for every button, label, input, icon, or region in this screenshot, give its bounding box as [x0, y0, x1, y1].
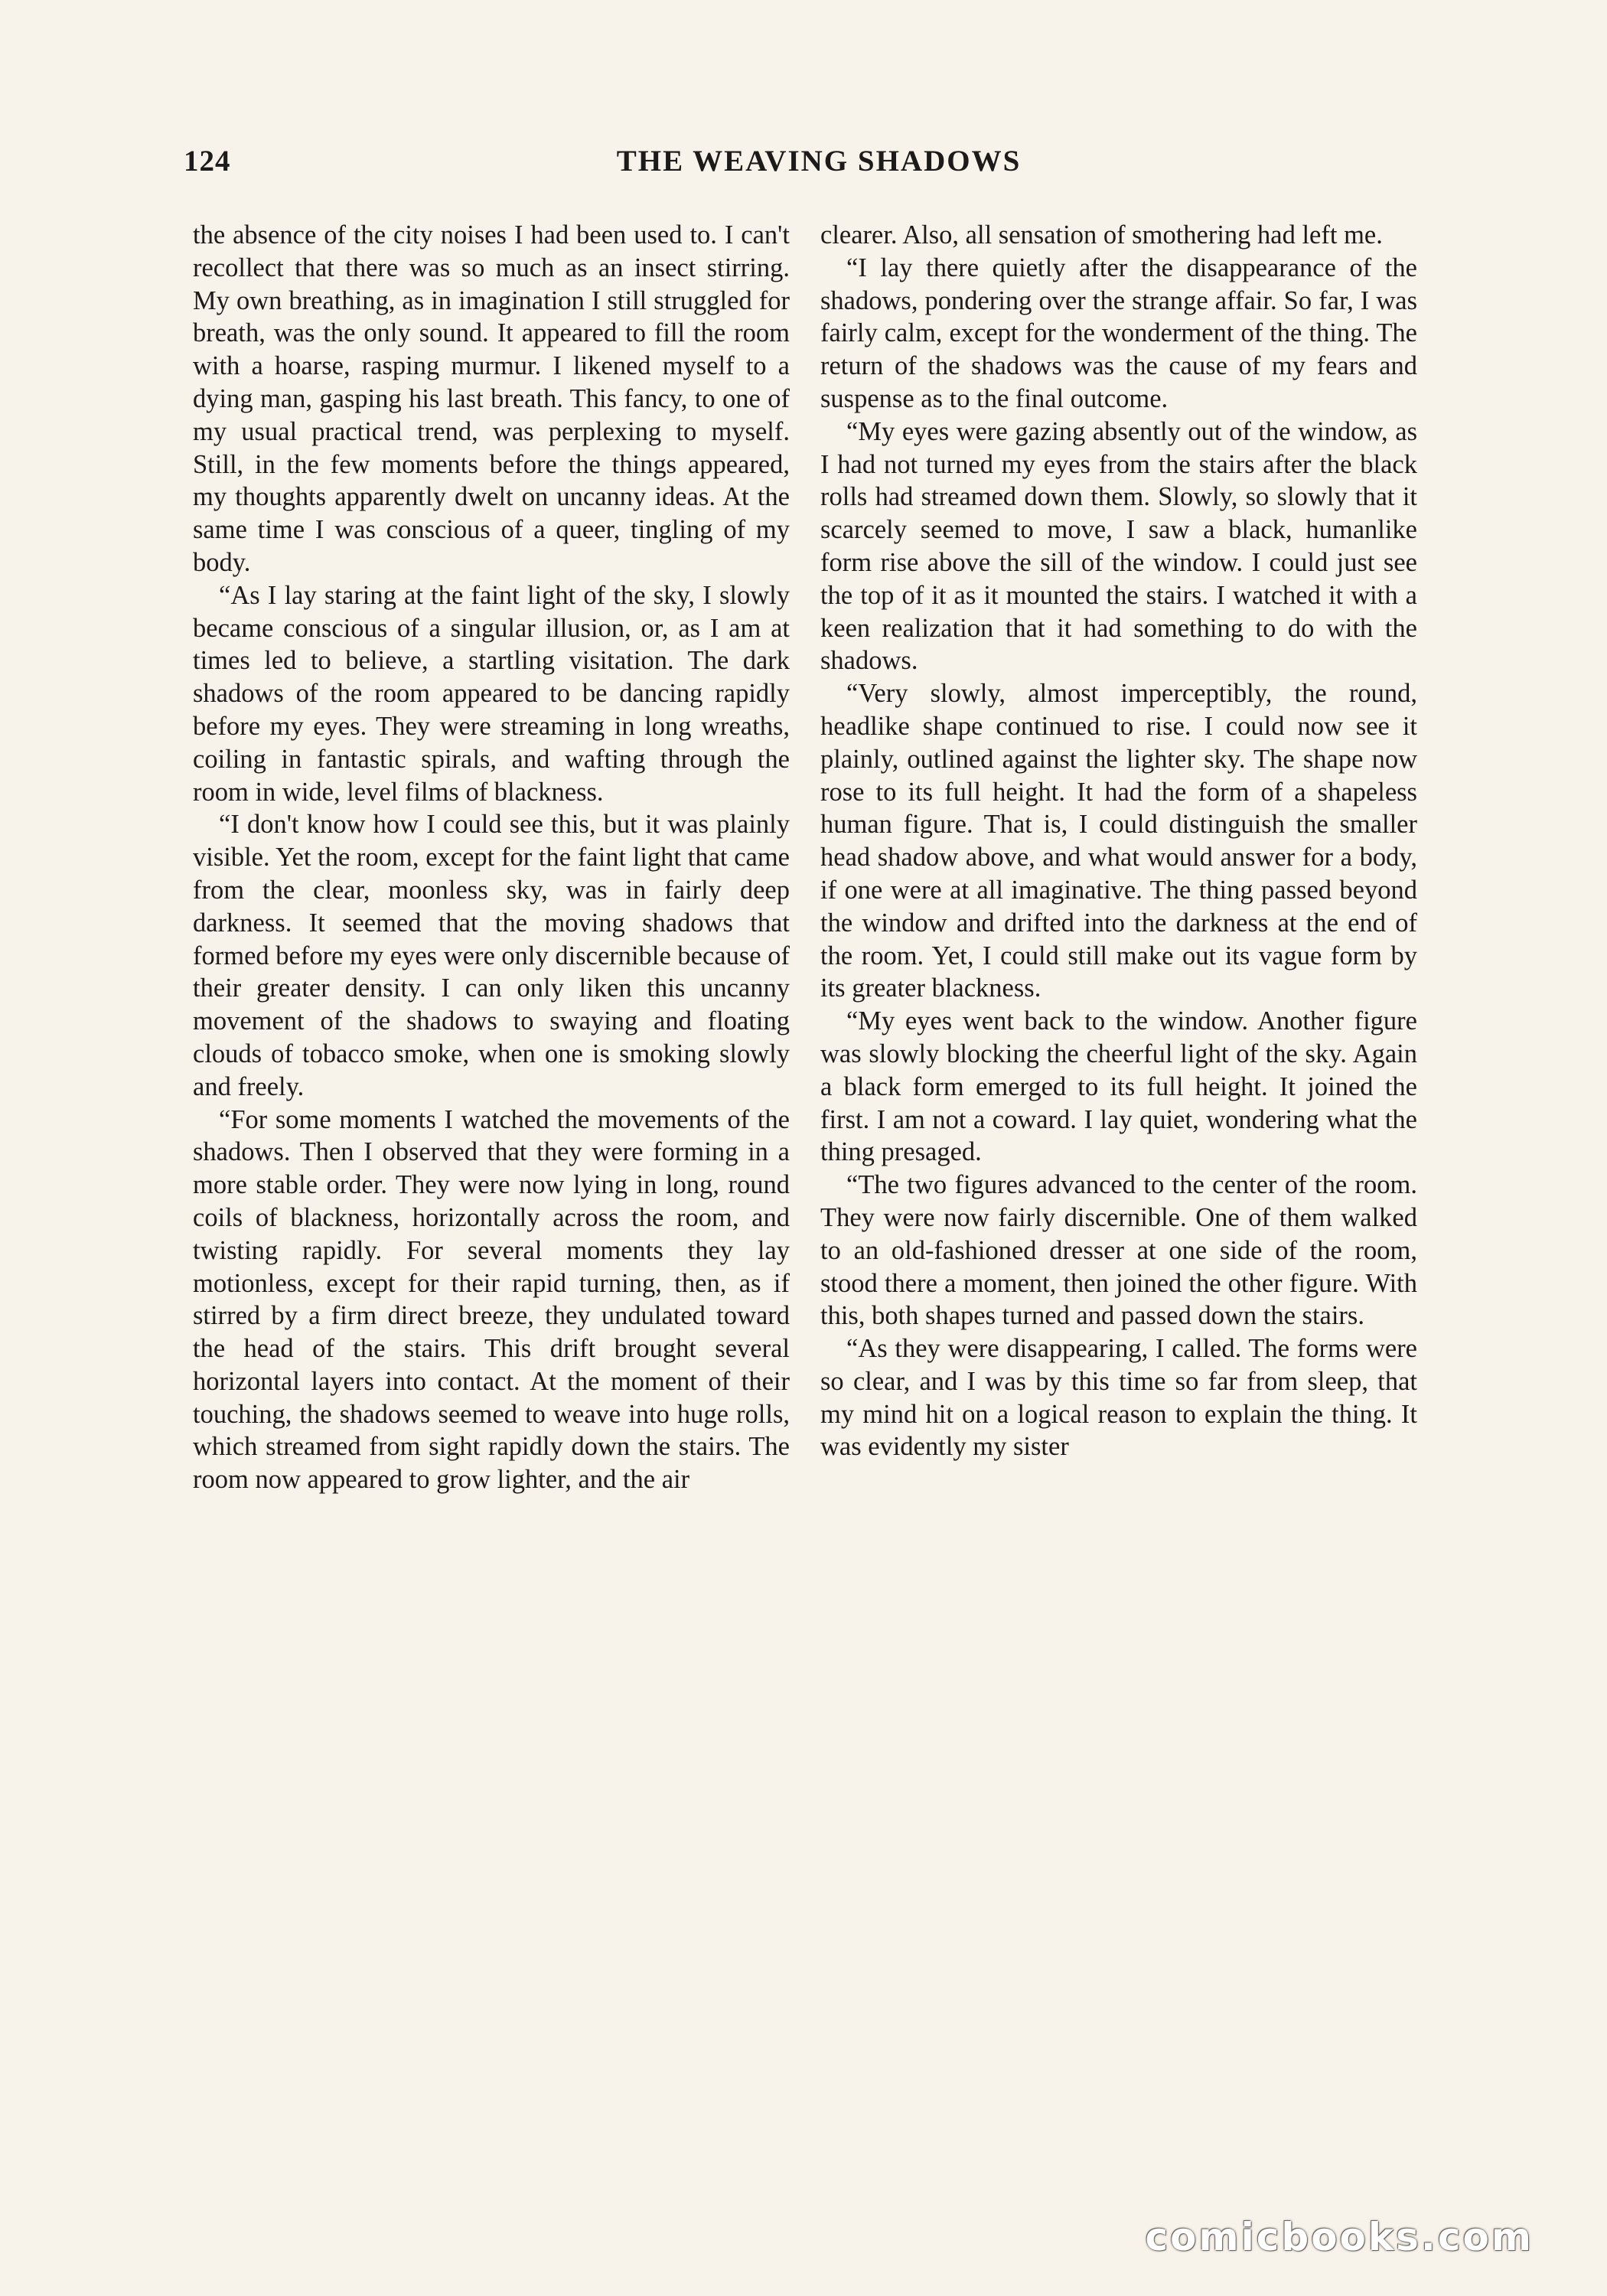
paragraph: “Very slowly, almost imperceptibly, the round, headlike shape continued to rise. I could now see it plainly, outlined against the lighter sky. The shape now rose to its full height. It had the form of a shapeless human figure. That is, I could distinguish the smaller head shadow above, and what would answer for a body, if one were at all imaginative. The thing passed beyond the window and drifted into the darkness at the end of the room. Yet, I could still make out its vague form by its greater blackness. — [820, 679, 1417, 1003]
paragraph: “For some moments I watched the movements of the shadows. Then I observed that they were forming in a more stable order. They were now lying in long, round coils of blackness, horizontally across the room, and twisting rapidly. For several moments they lay motionless, except for their rapid turning, then, as if stirred by a firm direct breeze, they undulated toward the head of the stairs. This drift brought several horizontal layers into contact. At the moment of their touching, the shadows seemed to weave into huge rolls, which streamed from sight rapidly down the stairs. The room now appeared to grow lighter, and the air — [193, 1104, 790, 1495]
paragraph: “As I lay staring at the faint light of the sky, I slowly became conscious of a singular illusion, or, as I am at times led to believe, a startling visitation. The dark shadows of the room appeared to be dancing rapidly before my eyes. They were streaming in long wreaths, coiling in fantastic spirals, and wafting through the room in wide, level films of blackness. — [193, 580, 790, 807]
paragraph: “My eyes went back to the window. Another figure was slowly blocking the cheerful light of the sky. Again a black form emerged to its full height. It joined the first. I am not a coward. I lay quiet, wondering what the thing presaged. — [820, 1006, 1417, 1167]
paragraph: “My eyes were gazing absently out of the window, as I had not turned my eyes from the stairs after the black rolls had streamed down them. Slowly, so slowly that it scarcely seemed to move, I saw a black, humanlike form rise above the sill of the window. I could just see the top of it as it mounted the stairs. I watched it with a keen realization that it had something to do with the shadows. — [820, 416, 1417, 676]
paragraph: “I lay there quietly after the disappearance of the shadows, pondering over the strange affair. So far, I was fairly calm, except for the wonderment of the thing. The return of the shadows was the cause of my fears and suspense as to the final outcome. — [820, 253, 1417, 413]
right-column — [820, 219, 1417, 1463]
paragraph: the absence of the city noises I had been used to. I can't recollect that there was so much as an insect stirring. My own breathing, as in imagination I still struggled for breath, was the only sound. It appeared to fill the room with a hoarse, rasping murmur. I likened myself to a dying man, gasping his last breath. This fancy, to one of my usual practical trend, was perplexing to myself. Still, in the few moments before the things appeared, my thoughts apparently dwelt on uncanny ideas. At the same time I was conscious of a queer, tingling of my body. — [193, 220, 790, 577]
page-number: 124 — [184, 145, 231, 178]
paragraph: “The two figures advanced to the center of the room. They were now fairly discernible. One of them walked to an old-fashioned dresser at one side of the room, stood there a moment, then joined the other figure. With this, both shapes turned and passed down the stairs. — [820, 1170, 1417, 1331]
paragraph: “As they were disappearing, I called. The forms were so clear, and I was by this time so far from sleep, that my mind hit on a logical reason to explain the thing. It was evidently my sister — [820, 1334, 1417, 1462]
site-watermark: comicbooks.com — [1145, 2215, 1534, 2259]
left-column — [193, 219, 790, 1496]
paragraph: clearer. Also, all sensation of smothering had left me. — [820, 220, 1383, 249]
running-title: THE WEAVING SHADOWS — [616, 145, 1022, 178]
running-header — [184, 144, 1423, 193]
paragraph: “I don't know how I could see this, but it was plainly visible. Yet the room, except for the faint light that came from the clear, moonless sky, was in fairly deep darkness. It seemed that the moving shadows that formed before my eyes were only discernible because of their greater density. I can only liken this uncanny movement of the shadows to swaying and floating clouds of tobacco smoke, when one is smoking slowly and freely. — [193, 810, 790, 1101]
